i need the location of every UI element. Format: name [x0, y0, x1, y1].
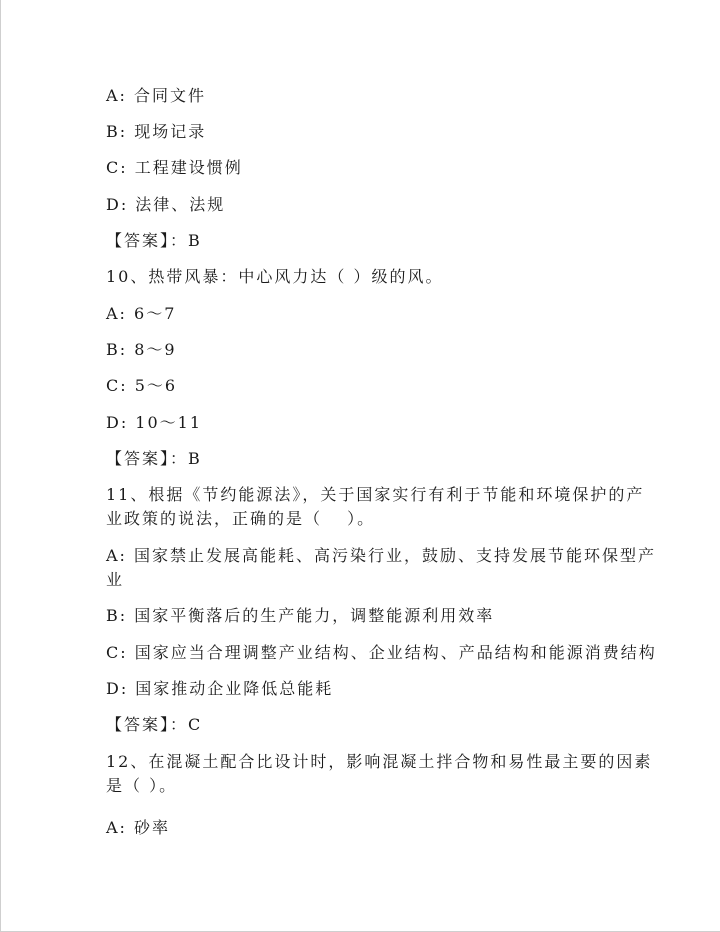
- option-a-q9: A: 合同文件: [106, 86, 207, 105]
- answer-q9: 【答案】：B: [106, 231, 202, 250]
- option-c-q10: C: 5～6: [106, 376, 178, 395]
- question-10: 10、热带风暴：中心风力达（ ）级的风。: [106, 267, 444, 286]
- option-d-q10: D: 10～11: [106, 413, 203, 432]
- answer-q10: 【答案】：B: [106, 449, 202, 468]
- option-c-q11: C: 国家应当合理调整产业结构、企业结构、产品结构和能源消费结构: [106, 643, 657, 662]
- question-11-line-1: 11、根据《节约能源法》，关于国家实行有利于节能和环境保护的产: [106, 485, 645, 504]
- option-a-q12: A: 砂率: [106, 818, 171, 837]
- answer-q11: 【答案】：C: [106, 715, 203, 734]
- option-a-q11-line-1: A: 国家禁止发展高能耗、高污染行业，鼓励、支持发展节能环保型产: [106, 546, 657, 565]
- option-a-q10: A: 6～7: [106, 304, 177, 323]
- option-d-q11: D: 国家推动企业降低总能耗: [106, 679, 334, 698]
- question-12-line-2: 是（ ）。: [106, 776, 178, 795]
- option-b-q9: B: 现场记录: [106, 122, 207, 141]
- option-c-q9: C: 工程建设惯例: [106, 158, 243, 177]
- option-b-q10: B: 8～9: [106, 340, 177, 359]
- question-11-line-2: 业政策的说法，正确的是（ ）。: [106, 509, 376, 528]
- question-12-line-1: 12、在混凝土配合比设计时，影响混凝土拌合物和易性最主要的因素: [106, 752, 653, 771]
- option-a-q11-line-2: 业: [106, 570, 125, 589]
- option-d-q9: D: 法律、法规: [106, 195, 226, 214]
- option-b-q11: B: 国家平衡落后的生产能力，调整能源利用效率: [106, 606, 495, 625]
